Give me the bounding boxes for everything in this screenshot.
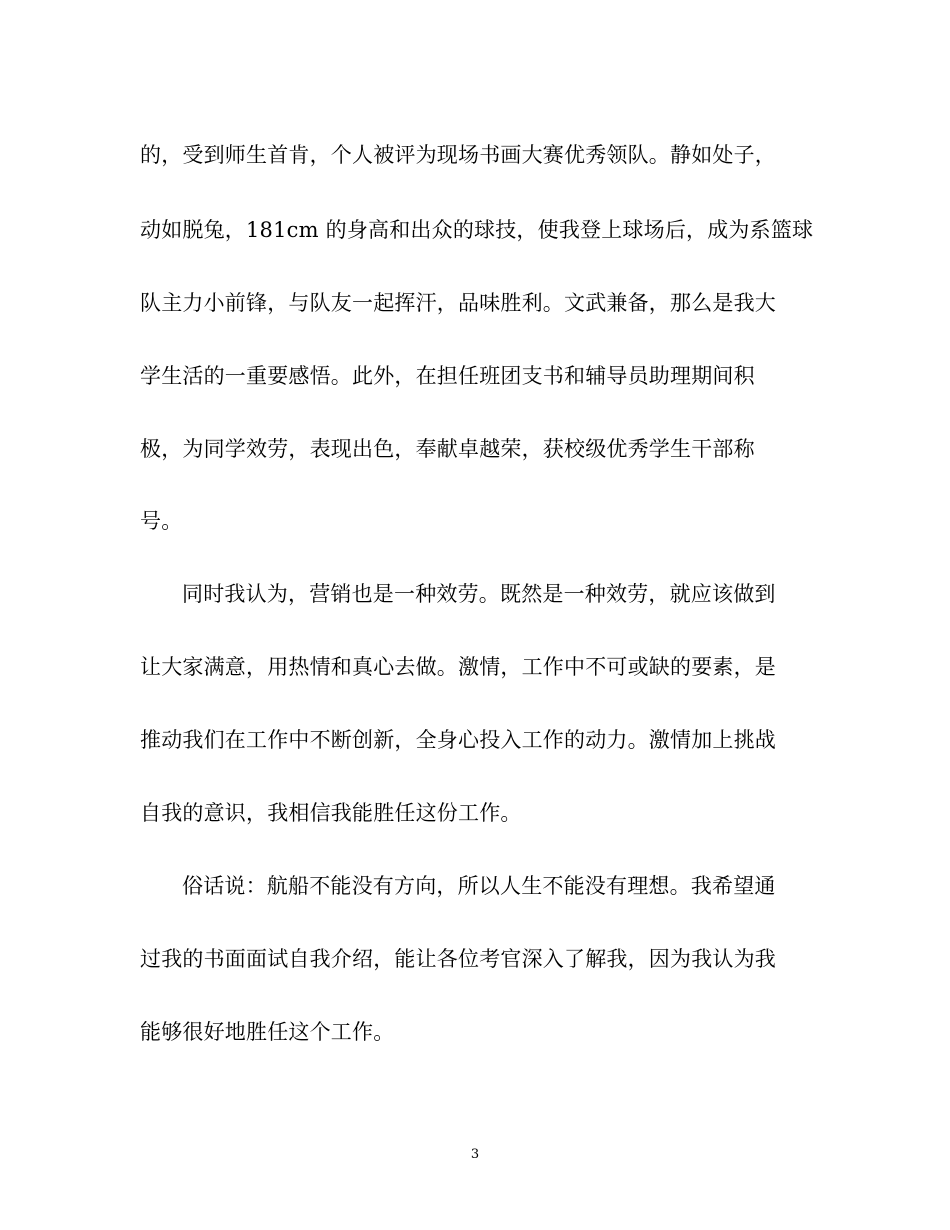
text-line: 号。 (140, 509, 183, 533)
text-line: 过我的书面面试自我介绍，能让各位考官深入了解我，因为我认为我 (140, 947, 776, 971)
text-line: 动如脱兔，181cm 的身高和出众的球技，使我登上球场后，成为系篮球 (140, 218, 814, 242)
text-line: 极，为同学效劳，表现出色，奉献卓越荣，获校级优秀学生干部称 (140, 437, 755, 461)
text-line: 能够很好地胜任这个工作。 (140, 1020, 395, 1044)
text-line: 俗话说：航船不能没有方向，所以人生不能没有理想。我希望通 (182, 874, 776, 898)
text-line: 让大家满意，用热情和真心去做。激情，工作中不可或缺的要素，是 (140, 655, 776, 679)
text-line: 队主力小前锋，与队友一起挥汗，品味胜利。文武兼备，那么是我大 (140, 291, 776, 315)
text-line: 学生活的一重要感悟。此外，在担任班团支书和辅导员助理期间积 (140, 364, 755, 388)
text-line: 推动我们在工作中不断创新，全身心投入工作的动力。激情加上挑战 (140, 728, 776, 752)
page-number: 3 (470, 1147, 480, 1162)
text-line: 的，受到师生首肯，个人被评为现场书画大赛优秀领队。静如处子， (140, 143, 776, 167)
text-line: 同时我认为，营销也是一种效劳。既然是一种效劳，就应该做到 (182, 582, 776, 606)
text-line: 自我的意识，我相信我能胜任这份工作。 (140, 801, 522, 825)
